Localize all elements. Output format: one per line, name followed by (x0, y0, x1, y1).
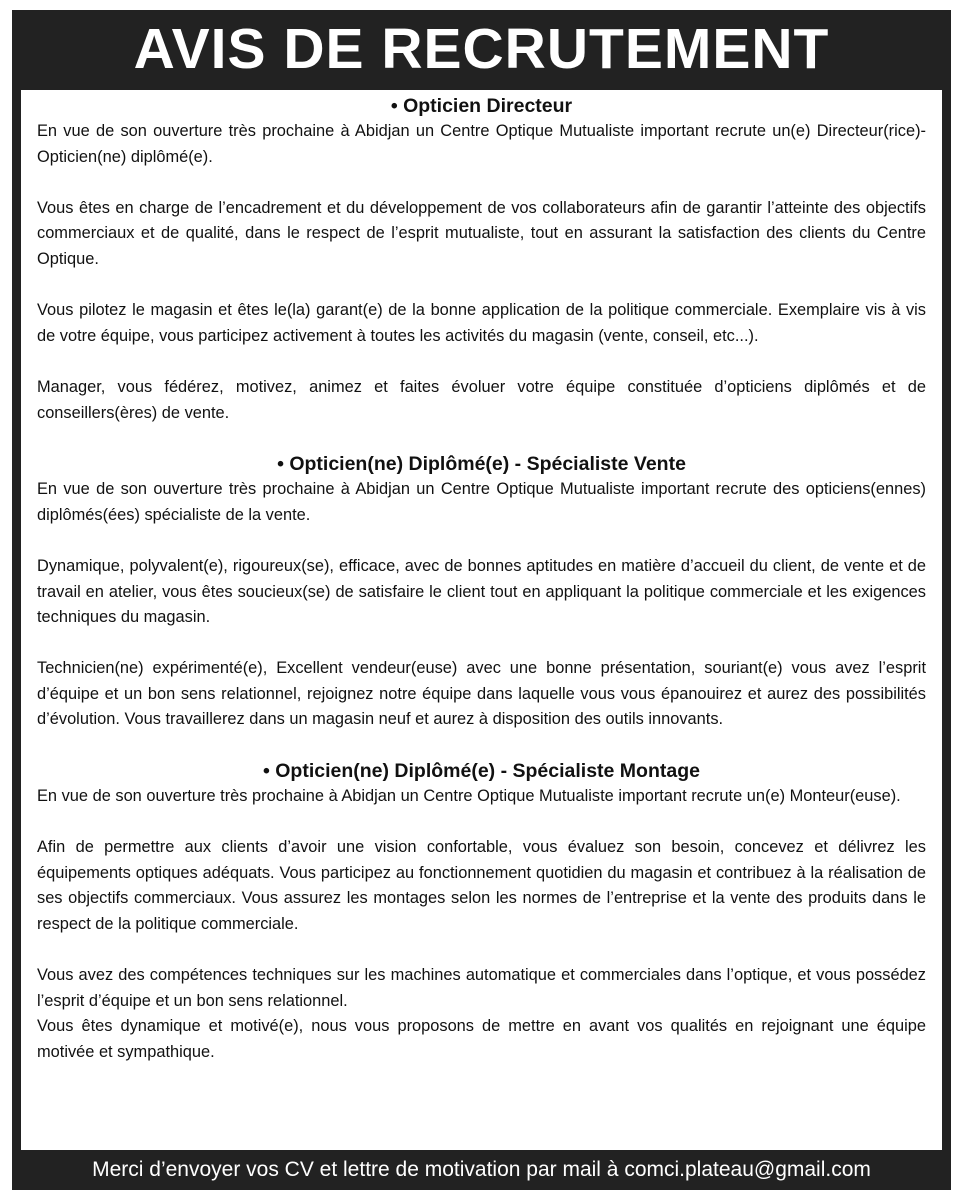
section-paragraph: En vue de son ouverture très prochaine à Abidjan un Centre Optique Mutualiste important recrute un(e) Directeur(rice)-Opticien(ne) diplômé(e). (37, 122, 926, 166)
section-paragraph: Dynamique, polyvalent(e), rigoureux(se), efficace, avec de bonnes aptitudes en matière d’accueil du client, de vente et de travail en atelier, vous êtes soucieux(se) de satisfaire le client tout en appliquant la politique commerciale et les exigences techniques du magasin. (37, 556, 926, 627)
section-paragraph: Vous êtes dynamique et motivé(e), nous vous proposons de mettre en avant vos qualités en rejoignant une équipe motivée et sympathique. (37, 1017, 926, 1061)
section-title: • Opticien(ne) Diplômé(e) - Spécialiste Montage (263, 760, 700, 783)
section-paragraph: Vous avez des compétences techniques sur les machines automatique et commerciales dans l’optique, et vous possédez l’esprit d’équipe et un bon sens relationnel. (37, 966, 926, 1010)
recruitment-notice (12, 10, 951, 1190)
section-paragraph: En vue de son ouverture très prochaine à Abidjan un Centre Optique Mutualiste important recrute des opticiens(ennes) diplômés(ées) spécialiste de la vente. (37, 480, 926, 524)
section-paragraph: Technicien(ne) expérimenté(e), Excellent vendeur(euse) avec une bonne présentation, souriant(e) vous avez l’esprit d’équipe et un bon sens relationnel, rejoignez notre équipe dans laquelle vous vous épanouirez et aurez des possibilités d’évolution. Vous travaillerez dans un magasin neuf et aurez à disposition des outils innovants. (37, 659, 926, 729)
section-paragraph: Manager, vous fédérez, motivez, animez et faites évoluer votre équipe constituée d’opticiens diplômés et de conseillers(ères) de vente. (37, 377, 926, 422)
section-opticien-directeur (37, 94, 926, 426)
section-specialiste-montage (37, 759, 926, 1066)
section-paragraph: Vous pilotez le magasin et êtes le(la) garant(e) de la bonne application de la politique commerciale. Exemplaire vis à vis de votre équipe, vous participez activement à toutes les activités du magasin (vente, conseil, etc...). (37, 301, 926, 345)
section-title: • Opticien(ne) Diplômé(e) - Spécialiste Vente (277, 453, 686, 476)
section-paragraph: En vue de son ouverture très prochaine à Abidjan un Centre Optique Mutualiste important recrute un(e) Monteur(euse). (37, 787, 901, 806)
section-title: • Opticien Directeur (390, 95, 573, 117)
notice-body (21, 90, 942, 1150)
section-paragraph: Vous êtes en charge de l’encadrement et du développement de vos collaborateurs afin de garantir l’atteinte des objectifs commerciaux et de qualité, dans le respect de l’esprit mutualiste, tout en assurant la satisfaction des clients du Centre Optique. (37, 198, 926, 268)
section-paragraph: Afin de permettre aux clients d’avoir une vision confortable, vous évaluez son besoin, concevez et délivrez les équipements optiques adéquats. Vous participez au fonctionnement quotidien du magasin et contribuez à la réalisation de ses objectifs commerciaux. Vous assurez les montages selon les normes de l’entreprise et la vente des produits dans le respect de la politique commerciale. (37, 838, 926, 934)
notice-title: AVIS DE RECRUTEMENT (133, 17, 830, 81)
section-specialiste-vente (37, 452, 926, 733)
contact-footer: Merci d’envoyer vos CV et lettre de motivation par mail à comci.plateau@gmail.com (92, 1158, 871, 1181)
